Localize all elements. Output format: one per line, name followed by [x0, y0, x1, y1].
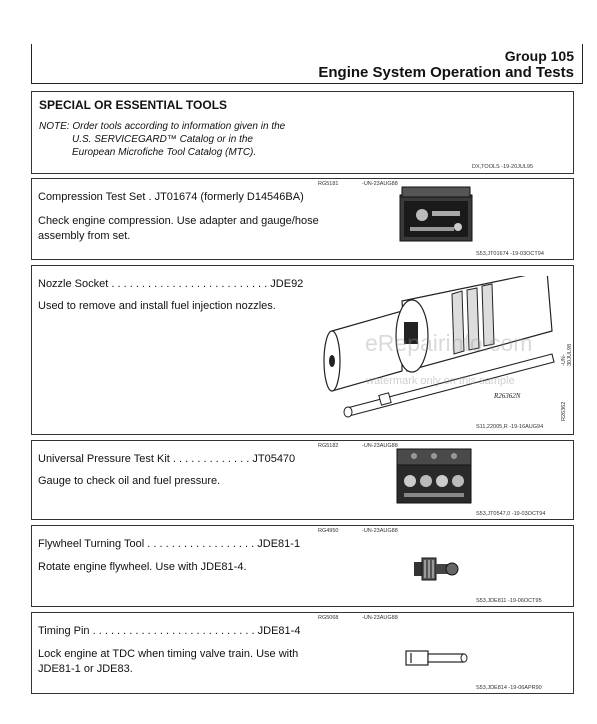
- ref-code: DX,TOOLS -19-20JUL95: [472, 164, 534, 170]
- section-title: SPECIAL OR ESSENTIAL TOOLS: [39, 98, 228, 112]
- desc-line-1: Rotate engine flywheel. Use with JDE81-4.: [38, 561, 247, 573]
- tool-description: [38, 560, 247, 575]
- image-un: -UN-23AUG88: [362, 181, 398, 187]
- image-code: RG5181: [318, 181, 339, 187]
- tool-universal-pressure-test-kit: [31, 440, 574, 520]
- tool-description: [38, 647, 298, 677]
- ref-code: S53,JT01674 -19-03OCT94: [476, 251, 544, 257]
- group-label: Group 105: [504, 48, 574, 64]
- page-title: Engine System Operation and Tests: [318, 64, 574, 81]
- ref-code: S53,JDE811 -19-06OCT95: [476, 598, 542, 604]
- page-header: [31, 44, 583, 84]
- tool-description: [38, 299, 276, 314]
- header-rule: [31, 44, 32, 83]
- pressure-kit-image: [394, 447, 474, 505]
- image-code: RG5182: [318, 443, 339, 449]
- tool-title: Flywheel Turning Tool . . . . . . . . . . . . . . . . . . JDE81-1: [38, 538, 301, 550]
- tool-compression-test-set: [31, 178, 574, 260]
- vertical-un: -UN-30JUL98: [561, 343, 573, 366]
- desc-line-1: Check engine compression. Use adapter and gauge/hose: [38, 215, 319, 227]
- vertical-code: R26362: [561, 401, 567, 421]
- part-mark: R26362N: [494, 392, 521, 400]
- flywheel-tool-image: [410, 552, 460, 586]
- note-line-1: NOTE: Order tools according to information given in the: [39, 121, 286, 132]
- tool-title: Nozzle Socket . . . . . . . . . . . . . . . . . . . . . . . . . . JDE92: [38, 278, 304, 290]
- compression-kit-image: [396, 185, 476, 243]
- desc-line-2: JDE81-1 or JDE83.: [38, 663, 133, 675]
- desc-line-1: Lock engine at TDC when timing valve train. Use with: [38, 648, 299, 660]
- timing-pin-image: [402, 647, 472, 669]
- image-un: -UN-23AUG88: [362, 615, 398, 621]
- desc-line-1: Used to remove and install fuel injection nozzles.: [38, 300, 276, 312]
- ref-code: S11,22005,R -19-16AUG94: [476, 424, 544, 430]
- tool-description: [38, 214, 319, 244]
- note-text: [39, 120, 285, 159]
- watermark-site: eRepairinfo.com: [365, 330, 533, 356]
- tool-description: [38, 474, 220, 489]
- tool-title: Timing Pin . . . . . . . . . . . . . . . . . . . . . . . . . . . JDE81-4: [38, 625, 301, 637]
- note-line-3: European Microfiche Tool Catalog (MTC).: [72, 147, 257, 158]
- watermark-note: watermark only on this sample: [366, 375, 515, 387]
- image-code: RG5068: [318, 615, 339, 621]
- note-line-2: U.S. SERVICEGARD™ Catalog or in the: [72, 134, 253, 145]
- image-un: -UN-23AUG88: [362, 528, 398, 534]
- image-code: RG4950: [318, 528, 339, 534]
- tool-timing-pin: [31, 612, 574, 694]
- image-un: -UN-23AUG88: [362, 443, 398, 449]
- tool-title: Compression Test Set . JT01674 (formerly D14546BA): [38, 191, 304, 203]
- ref-code: S53,JT0547,0 -19-03OCT94: [476, 511, 546, 517]
- special-tools-box: [31, 91, 574, 174]
- desc-line-1: Gauge to check oil and fuel pressure.: [38, 475, 221, 487]
- desc-line-2: assembly from set.: [38, 230, 131, 242]
- tool-title: Universal Pressure Test Kit . . . . . . . . . . . . . JT05470: [38, 453, 296, 465]
- ref-code: S53,JDE814 -19-06APR90: [476, 685, 542, 691]
- tool-flywheel-turning-tool: [31, 525, 574, 607]
